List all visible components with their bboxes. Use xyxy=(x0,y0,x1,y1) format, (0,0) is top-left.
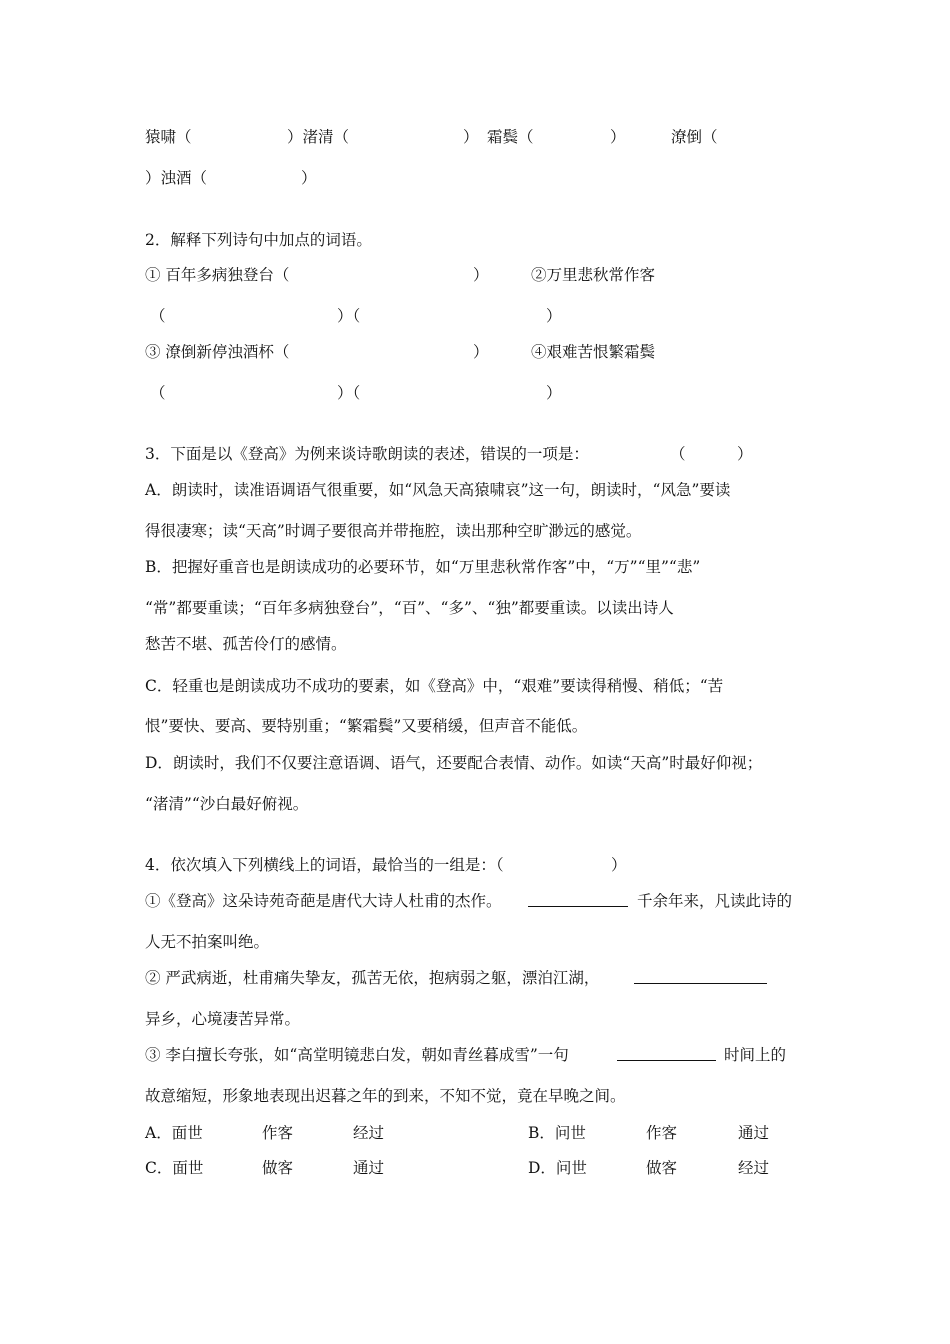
q4-option-a-word3: 经过 xyxy=(353,1124,385,1142)
q4-option-c-word1: C．面世 xyxy=(145,1159,204,1177)
q1-paren-close: ） xyxy=(463,128,479,146)
q4-sentence3-cont: 时间上的 xyxy=(724,1046,787,1064)
q4-title: 4．依次填入下列横线上的词语，最恰当的一组是：（ xyxy=(145,856,504,874)
q4-option-b-word3: 通过 xyxy=(738,1124,770,1142)
q2-paren-close: ） xyxy=(473,343,489,361)
q3-option-c-line1: C．轻重也是朗读成功不成功的要素，如《登高》中，“艰难”要读得稍慢、稍低；“苦 xyxy=(145,677,724,695)
q3-option-c-line2: 恨”要快、要高、要特别重；“繁霜鬓”又要稍缓，但声音不能低。 xyxy=(145,717,588,735)
q3-option-b-line2: “常”都要重读；“百年多病独登台”，“百”、“多”、“独”都要重读。以读出诗人 xyxy=(145,599,674,617)
q4-option-c-word2: 做客 xyxy=(262,1159,294,1177)
q1-item-shuangbin: 霜鬓（ xyxy=(487,128,534,146)
q3-option-a-line2: 得很凄寒；读“天高”时调子要很高并带拖腔，读出那种空旷渺远的感觉。 xyxy=(145,522,642,540)
q4-answer-close: ） xyxy=(611,856,627,874)
q4-option-d-word2: 做客 xyxy=(646,1159,678,1177)
q3-title: 3．下面是以《登高》为例来谈诗歌朗读的表述，错误的一项是： xyxy=(145,445,589,463)
q4-option-a-word2: 作客 xyxy=(262,1124,294,1142)
q4-option-a-word1: A．面世 xyxy=(145,1124,203,1142)
q2-paren-close: ） xyxy=(546,307,562,325)
q2-item3: ③ 潦倒新停浊酒杯（ xyxy=(145,343,290,361)
q4-option-b-word1: B．问世 xyxy=(528,1124,586,1142)
q4-option-b-word2: 作客 xyxy=(646,1124,678,1142)
q4-sentence3-end: 故意缩短，形象地表现出迟暮之年的到来，不知不觉，竟在早晚之间。 xyxy=(145,1087,626,1105)
q3-answer-open: （ xyxy=(670,445,686,463)
q4-option-c-word3: 通过 xyxy=(353,1159,385,1177)
q3-option-b-line3: 愁苦不堪、孤苦伶仃的感情。 xyxy=(145,635,347,653)
q4-sentence1-end: 人无不拍案叫绝。 xyxy=(145,933,270,951)
q2-item1: ① 百年多病独登台（ xyxy=(145,266,290,284)
q1-paren-close: ） xyxy=(301,169,317,187)
q3-option-d-line1: D．朗读时，我们不仅要注意语调、语气，还要配合表情、动作。如读“天高”时最好仰视； xyxy=(145,754,763,772)
q4-blank-2 xyxy=(634,969,767,984)
q3-answer-close: ） xyxy=(737,445,753,463)
q1-item-liaodao: 潦倒（ xyxy=(671,128,718,146)
q3-option-b-line1: B．把握好重音也是朗读成功的必要环节，如“万里悲秋常作客”中，“万”“里”“悲” xyxy=(145,558,701,576)
q2-paren-open: （ xyxy=(150,307,166,325)
q2-paren-close: ） xyxy=(473,266,489,284)
q4-sentence1: ①《登高》这朵诗苑奇葩是唐代大诗人杜甫的杰作。 xyxy=(145,892,502,910)
q2-item2: ②万里悲秋常作客 xyxy=(531,266,656,284)
q4-sentence1-cont: 千余年来，凡读此诗的 xyxy=(637,892,793,910)
q2-paren-open: （ xyxy=(150,384,166,402)
q2-paren-close: ） xyxy=(546,384,562,402)
q4-option-d-word1: D．问世 xyxy=(528,1159,587,1177)
q4-sentence2-end: 异乡，心境凄苦异常。 xyxy=(145,1010,301,1028)
q4-blank-1 xyxy=(528,892,628,907)
q1-item-zhuojiu: ）浊酒（ xyxy=(145,169,208,187)
q2-paren-pair: ）（ xyxy=(337,384,361,402)
q2-item4: ④艰难苦恨繁霜鬓 xyxy=(531,343,656,361)
q1-paren-close: ） xyxy=(610,128,626,146)
q1-item-zhuqing: ）渚清（ xyxy=(287,128,350,146)
q3-option-a-line1: A．朗读时，读准语调语气很重要，如“风急天高猿啸哀”这一句，朗读时，“风急”要读 xyxy=(145,481,731,499)
q1-item-yuanxiao: 猿啸（ xyxy=(145,128,192,146)
q4-sentence2: ② 严武病逝，杜甫痛失挚友，孤苦无依，抱病弱之躯，漂泊江湖， xyxy=(145,969,600,987)
q4-option-d-word3: 经过 xyxy=(738,1159,770,1177)
q2-paren-pair: ）（ xyxy=(337,307,361,325)
q2-title: 2．解释下列诗句中加点的词语。 xyxy=(145,231,372,249)
q4-sentence3: ③ 李白擅长夸张，如“高堂明镜悲白发，朝如青丝暮成雪”一句 xyxy=(145,1046,569,1064)
q3-option-d-line2: “渚清”“沙白最好俯视。 xyxy=(145,795,309,813)
q4-blank-3 xyxy=(617,1046,716,1061)
